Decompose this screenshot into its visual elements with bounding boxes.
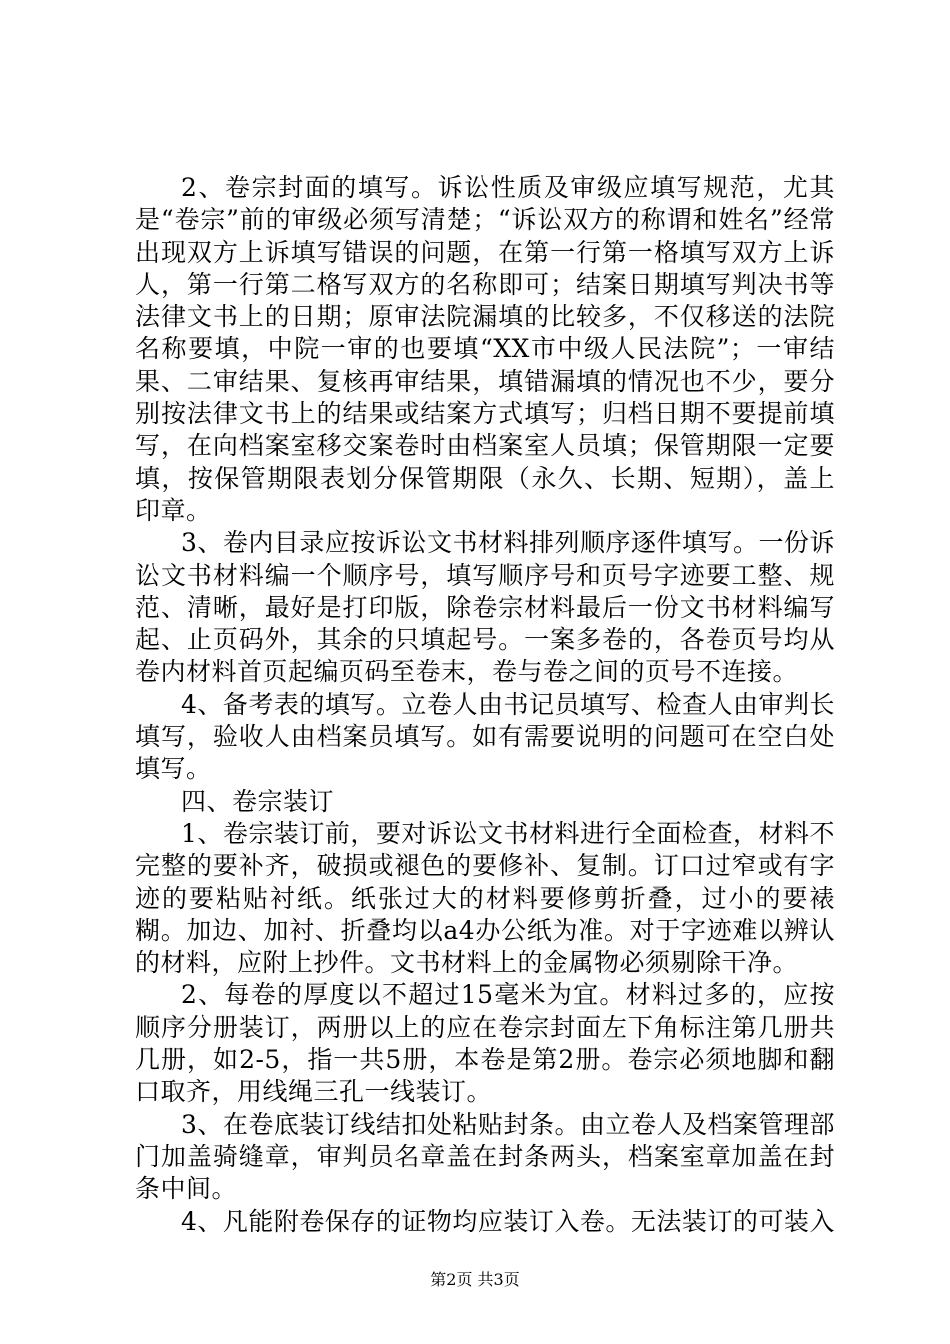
section-heading-binding: 四、卷宗装订 xyxy=(181,786,335,816)
paragraph-catalog-filling: 3、卷内目录应按诉讼文书材料排列顺序逐件填写。一份诉讼文书材料编一个顺序号，填写顺序号和页号字迹要工整、规范、清晰，最好是打印版，除卷宗材料最后一份文书材料编写起、止页码外，其余的只填起号。一案多卷的，各卷页号均从卷内材料首页起编页码至卷末，卷与卷之间的页号不连接。 xyxy=(135,528,835,687)
paragraph-reference-table: 4、备考表的填写。立卷人由书记员填写、检查人由审判长填写，验收人由档案员填写。如有需要说明的问题可在空白处填写。 xyxy=(135,689,835,784)
paragraph-cover-filling: 2、卷宗封面的填写。诉讼性质及审级应填写规范，尤其是“卷宗”前的审级必须写清楚；“诉讼双方的称谓和姓名”经常出现双方上诉填写错误的问题，在第一行第一格填写双方上诉人，第一行第二格写双方的名称即可；结案日期填写判决书等法律文书上的日期；原审法院漏填的比较多，不仅移送的法院名称要填，中院一审的也要填“XX市中级人民法院”；一审结果、二审结果、复核再审结果，填错漏填的情况也不少，要分别按法律文书上的结果或结案方式填写；归档日期不要提前填写，在向档案室移交案卷时由档案室人员填；保管期限一定要填，按保管期限表划分保管期限（永久、长期、短期），盖上印章。 xyxy=(135,173,835,525)
paragraph-evidence-binding: 4、凡能附卷保存的证物均应装订入卷。无法装订的可装入 xyxy=(181,1206,835,1236)
document-body xyxy=(135,172,835,1238)
paragraph-seal-strip: 3、在卷底装订线结扣处粘贴封条。由立卷人及档案管理部门加盖骑缝章，审判员名章盖在封条两头，档案室章加盖在封条中间。 xyxy=(135,1109,835,1204)
page-footer: 第2页 共3页 xyxy=(430,1270,520,1289)
paragraph-binding-thickness: 2、每卷的厚度以不超过15毫米为宜。材料过多的，应按顺序分册装订，两册以上的应在卷宗封面左下角标注第几册共几册，如2-5，指一共5册，本卷是第2册。卷宗必须地脚和翻口取齐，用线绳三孔一线装订。 xyxy=(135,980,835,1107)
paragraph-binding-check: 1、卷宗装订前，要对诉讼文书材料进行全面检查，材料不完整的要补齐，破损或褪色的要修补、复制。订口过窄或有字迹的要粘贴衬纸。纸张过大的材料要修剪折叠，过小的要裱糊。加边、加衬、折叠均以a4办公纸为准。对于字迹难以辨认的材料，应附上抄件。文书材料上的金属物必须剔除干净。 xyxy=(135,818,835,978)
